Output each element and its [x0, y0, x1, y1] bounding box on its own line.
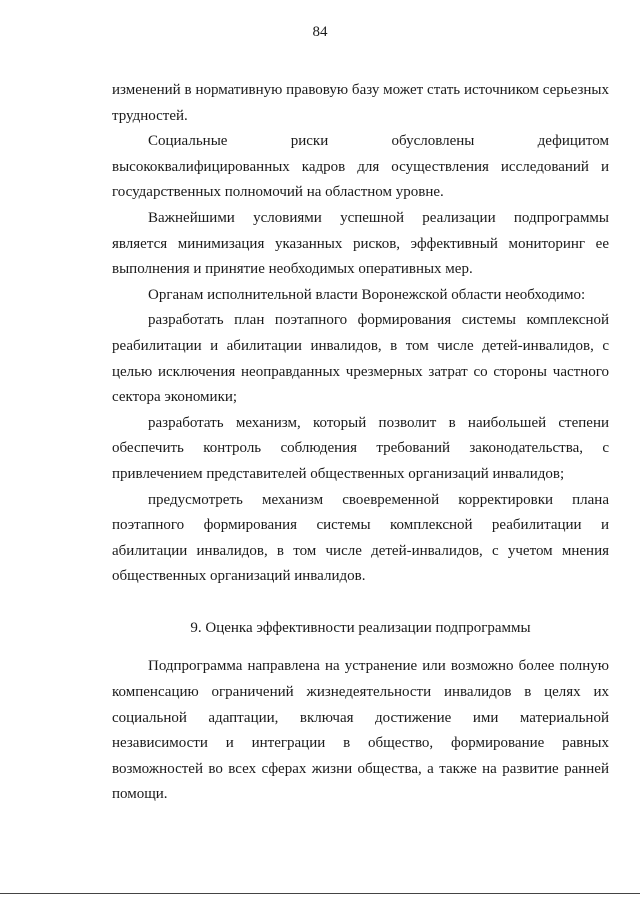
paragraph-item-mechanism: разработать механизм, который позволит в наибольшей степени обеспечить контроль соблюдения требований законодательства, с привлечением представителей общественных организаций инвалидов; — [112, 414, 609, 482]
bottom-scan-edge — [0, 893, 640, 894]
paragraph-continuation: изменений в нормативную правовую базу может стать источником серьезных трудностей. — [112, 82, 609, 124]
paragraph-item-plan: разработать план поэтапного формирования системы комплексной реабилитации и абилитации инвалидов, в том числе детей-инвалидов, с целью исключения неоправданных чрезмерных затрат со стороны частного сектора экономики; — [112, 312, 609, 406]
paragraph-item-correction: предусмотреть механизм своевременной корректировки плана поэтапного формирования системы комплексной реабилитации и абилитации инвалидов, в том числе детей-инвалидов, с учетом мнения общественных организаций инвалидов. — [112, 491, 609, 585]
section-heading: 9. Оценка эффективности реализации подпрограммы — [190, 619, 531, 636]
paragraph-authorities-intro: Органам исполнительной власти Воронежской области необходимо: — [148, 286, 586, 303]
page-body — [112, 78, 609, 808]
paragraph-social-risks: Социальные риски обусловлены дефицитом высококвалифицированных кадров для осуществления исследований и государственных полномочий на областном уровне. — [112, 133, 609, 201]
paragraph-section-body: Подпрограмма направлена на устранение или возможно более полную компенсацию ограничений жизнедеятельности инвалидов в целях их социальной адаптации, включая достижение ими материальной независимости и интеграции в общество, формирование равных возможностей во всех сферах жизни общества, а также на развитие ранней помощи. — [112, 658, 609, 803]
paragraph-key-conditions: Важнейшими условиями успешной реализации подпрограммы является минимизация указанных рисков, эффективный мониторинг ее выполнения и принятие необходимых оперативных мер. — [112, 209, 609, 278]
page-number: 84 — [312, 24, 328, 40]
